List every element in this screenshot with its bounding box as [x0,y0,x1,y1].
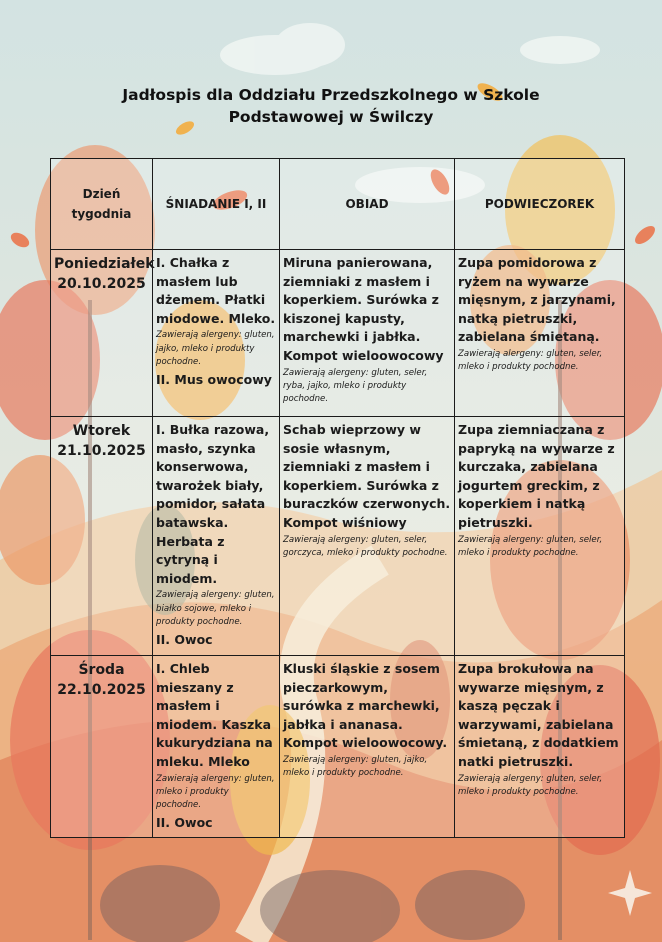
header-day-line-2: tygodnia [71,207,132,221]
lunch-allergens: Zawierają alergeny: gluten, seler, gorczyca, mleko i produkty pochodne. [283,534,448,558]
snack-cell [455,250,625,417]
breakfast-allergens: Zawierają alergeny: gluten, jajko, mleko i produkty pochodne. [156,330,275,367]
breakfast-dish: I. Chałka z masłem lub dżemem. Płatki miodowe. Mleko. [156,255,276,326]
day-cell [51,656,153,838]
day-cell [51,417,153,656]
header-day [51,159,153,250]
breakfast-allergens: Zawierają alergeny: gluten, mleko i produkty pochodne. [156,773,275,811]
day-date: 20.10.2025 [57,276,146,292]
header-day-line-1: Dzień [82,187,121,201]
day-date: 21.10.2025 [57,443,146,459]
breakfast-second: II. Mus owocowy [156,372,272,388]
day-name: Poniedziałek [54,256,155,272]
title-line-2: Podstawowej w Świlczy [228,108,434,126]
breakfast-cell [153,656,280,838]
snack-allergens: Zawierają alergeny: gluten, seler, mleko i produkty pochodne. [458,348,603,373]
breakfast-dish: I. Bułka razowa, masło, szynka konserwowa, twarożek biały, pomidor, sałata batawska. Herbata z cytryną i miodem. [156,422,270,586]
title-line-1: Jadłospis dla Oddziału Przedszkolnego w Szkole [122,86,540,104]
breakfast-dish: I. Chleb mieszany z masłem i miodem. Kaszka kukurydziana na mleku. Mleko [156,661,273,769]
header-lunch: OBIAD [280,159,455,250]
day-cell [51,250,153,417]
table-header-row [51,159,625,250]
lunch-dish: Kluski śląskie z sosem pieczarkowym, surówka z marchewki, jabłka i ananasa. Kompot wieloowocowy. [283,661,448,751]
header-breakfast: ŚNIADANIE I, II [153,159,280,250]
breakfast-allergens: Zawierają alergeny: gluten, białko sojowe, mleko i produkty pochodne. [156,590,275,627]
day-name: Środa [78,662,125,678]
lunch-cell [280,656,455,838]
breakfast-second: II. Owoc [156,815,213,831]
snack-dish: Zupa ziemniaczana z papryką na wywarze z kurczaka, zabielana jogurtem greckim, z koperkiem i natką pietruszki. [458,422,615,530]
lunch-dish: Schab wieprzowy w sosie własnym, ziemniaki z masłem i koperkiem. Surówka z buraczków czerwonych. Kompot wiśniowy [283,422,451,530]
snack-dish: Zupa pomidorowa z ryżem na wywarze mięsnym, z jarzynami, natką pietruszki, zabielana śmietaną. [458,255,616,345]
snack-allergens: Zawierają alergeny: gluten, seler, mleko i produkty pochodne. [458,534,603,558]
table-row-monday [51,250,625,417]
table-row-tuesday [51,417,625,656]
lunch-dish: Miruna panierowana, ziemniaki z masłem i koperkiem. Surówka z kiszonej kapusty, marchewki i jabłka. Kompot wieloowocowy [283,255,444,363]
lunch-cell [280,417,455,656]
menu-table [50,158,625,838]
day-date: 22.10.2025 [57,682,146,698]
day-name: Wtorek [72,423,131,439]
lunch-cell [280,250,455,417]
lunch-allergens: Zawierają alergeny: gluten, seler, ryba, jajko, mleko i produkty pochodne. [283,367,428,405]
breakfast-cell [153,250,280,417]
breakfast-cell [153,417,280,656]
table-row-wednesday [51,656,625,838]
header-snack: PODWIECZOREK [455,159,625,250]
breakfast-second: II. Owoc [156,632,213,648]
snack-cell [455,417,625,656]
snack-cell [455,656,625,838]
snack-dish: Zupa brokułowa na wywarze mięsnym, z kaszą pęczak i warzywami, zabielana śmietaną, z dodatkiem natki pietruszki. [458,661,619,769]
lunch-allergens: Zawierają alergeny: gluten, jajko, mleko i produkty pochodne. [283,754,428,779]
snack-allergens: Zawierają alergeny: gluten, seler, mleko i produkty pochodne. [458,773,603,797]
page-title [0,84,662,128]
